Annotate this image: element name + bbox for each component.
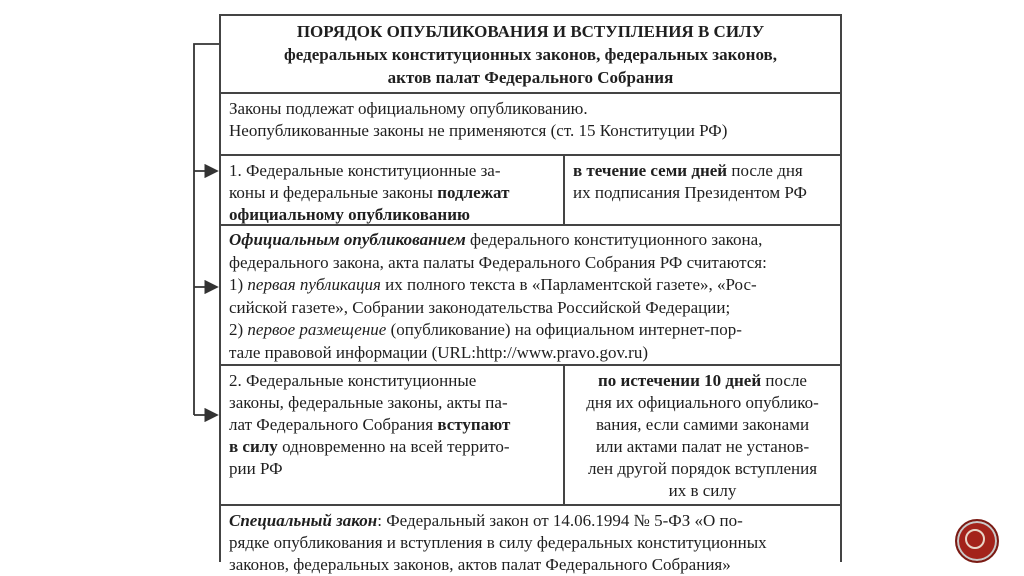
row2-left-line-2 <box>229 182 555 204</box>
row4-left-line-4 <box>229 436 555 458</box>
row-publication-rule <box>221 94 840 156</box>
row3-line-4: сийской газете», Собрании законодательства Российской Федерации; <box>229 297 731 317</box>
row4-right-cell <box>565 366 840 504</box>
bold-span: подлежат <box>437 183 510 202</box>
text-span: 2) <box>229 320 248 339</box>
row4-right-line-3: вания, если самими законами <box>595 415 810 434</box>
row3-line-1 <box>229 229 832 252</box>
row5-line-3: законов, федеральных законов, актов палат Федерального Собрания» <box>229 555 731 574</box>
row1-line-1: Законы подлежат официальному опубликованию. <box>229 99 588 118</box>
row4-right-line-2: дня их официального опублико- <box>586 393 819 412</box>
row5-line-2: рядке опубликования и вступления в силу федеральных конституционных <box>229 533 767 552</box>
row-publication-term <box>221 156 840 226</box>
row-official-publication <box>221 226 840 366</box>
row3-line-2: федерального закона, акта палаты Федерального Собрания РФ считаются: <box>229 252 767 272</box>
text-span: после <box>761 371 807 390</box>
text-span: (опубликование) на официальном интернет-пор- <box>386 320 742 339</box>
bold-span: вступают <box>437 415 511 434</box>
row2-left-line-1: 1. Федеральные конституционные за- <box>229 161 501 180</box>
text-span: коны и федеральные законы <box>229 183 438 202</box>
text-span: одновременно на всей террито- <box>277 437 510 456</box>
row4-left-cell <box>221 366 565 504</box>
document-table <box>219 14 842 574</box>
row4-right-line-5: лен другой порядок вступления <box>587 459 818 478</box>
italic-span: первое размещение <box>247 320 387 339</box>
row2-right-line-2: их подписания Президентом РФ <box>573 183 807 202</box>
red-circle-logo-icon[interactable] <box>955 519 999 563</box>
row4-left-line-2: законы, федеральные законы, акты па- <box>229 393 508 412</box>
text-span: : Федеральный закон от 14.06.1994 № 5-ФЗ «О по- <box>377 511 743 530</box>
row-special-law <box>221 506 840 574</box>
row3-line-3 <box>229 274 832 297</box>
header-line-3: актов палат Федерального Собрания <box>387 68 674 87</box>
row2-right-line-1 <box>573 160 832 182</box>
table-header <box>221 16 840 94</box>
connector-line <box>194 44 219 415</box>
header-line-2: федеральных конституционных законов, федеральных законов, <box>284 45 777 64</box>
text-span: после дня <box>727 161 803 180</box>
row4-right-line-6: их в силу <box>668 481 737 500</box>
row-entry-into-force <box>221 366 840 506</box>
bold-italic-span: Официальным опубликованием <box>229 230 466 249</box>
flow-arrows <box>0 0 225 574</box>
row2-left-cell <box>221 156 565 224</box>
row2-right-cell <box>565 156 840 224</box>
row5-line-1 <box>229 510 832 532</box>
row4-right-line-4: или актами палат не установ- <box>595 437 810 456</box>
text-span: лат Федерального Собрания <box>229 415 438 434</box>
text-span: федерального конституционного закона, <box>465 230 763 249</box>
text-span: их полного текста в «Парламентской газете», «Рос- <box>380 275 757 294</box>
row3-line-6: тале правовой информации (URL:http://www.pravo.gov.ru) <box>229 342 649 362</box>
row4-left-line-5: рии РФ <box>229 459 283 478</box>
row4-left-line-3 <box>229 414 555 436</box>
row4-left-line-1: 2. Федеральные конституционные <box>229 371 477 390</box>
bold-span: по истечении 10 дней <box>598 371 762 390</box>
row2-left-line-3: официальному опубликованию <box>229 205 471 224</box>
logo-inner-ring <box>965 529 985 549</box>
bold-span: в силу <box>229 437 278 456</box>
row1-line-2: Неопубликованные законы не применяются (ст. 15 Конституции РФ) <box>229 121 728 140</box>
bold-italic-span: Специальный закон <box>229 511 378 530</box>
header-line-1: ПОРЯДОК ОПУБЛИКОВАНИЯ И ВСТУПЛЕНИЯ В СИЛУ <box>296 22 765 41</box>
row4-right-line-1 <box>573 370 832 392</box>
italic-span: первая публикация <box>247 275 381 294</box>
text-span: 1) <box>229 275 248 294</box>
bold-span: в течение семи дней <box>573 161 728 180</box>
row3-line-5 <box>229 319 832 342</box>
